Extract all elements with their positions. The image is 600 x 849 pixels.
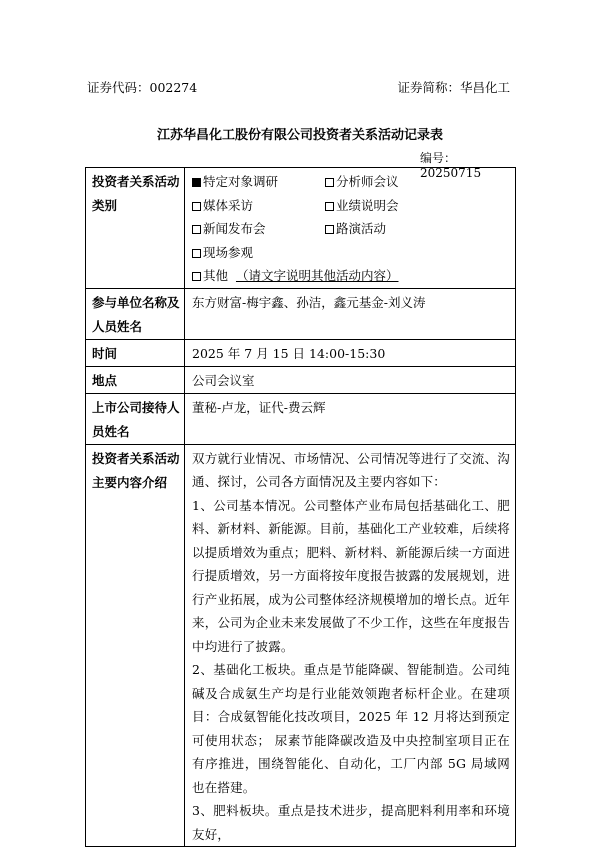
- activity-type-label: 投资者关系活动类别: [86, 168, 185, 289]
- reception-value: 董秘-卢龙，证代-费云辉: [185, 393, 516, 444]
- content-paragraph: 3、肥料板块。重点是技术进步，提高肥料利用率和环境友好，: [192, 803, 510, 842]
- checkbox-icon: [192, 202, 201, 211]
- stock-short-name: 证券简称：华昌化工: [397, 80, 510, 95]
- time-value: 2025 年 7 月 15 日 14:00-15:30: [185, 339, 516, 366]
- document-number: 编号：20250715: [420, 151, 482, 180]
- other-note: （请文字说明其他活动内容）: [235, 268, 399, 283]
- checkbox-icon: [325, 202, 334, 211]
- option-specific-research[interactable]: 特定对象调研: [192, 170, 325, 194]
- activity-type-options: [185, 168, 516, 289]
- participants-row: [86, 288, 516, 339]
- checkbox-icon: [325, 178, 334, 187]
- record-table: [85, 167, 516, 847]
- option-analyst-meeting[interactable]: 分析师会议: [325, 170, 458, 194]
- content-paragraph: 1、公司基本情况。公司整体产业布局包括基础化工、肥料、新材料、新能源。目前，基础化工产业较难，后续将以提质增效为重点；肥料、新材料、新能源后续一方面进行提质增效，另一方面将按年度报告披露的发展规划，进行产业拓展，成为公司整体经济规模增加的增长点。近年来，公司为企业未来发展做了不少工作，这些在年度报告中均进行了披露。: [192, 497, 510, 654]
- participants-label: 参与单位名称及人员姓名: [86, 288, 185, 339]
- checkbox-icon: [325, 225, 334, 234]
- content-row: [86, 444, 516, 847]
- option-roadshow[interactable]: 路演活动: [325, 217, 458, 241]
- location-row: [86, 366, 516, 393]
- location-value: 公司会议室: [185, 366, 516, 393]
- option-press-conference[interactable]: 新闻发布会: [192, 217, 325, 241]
- stock-code: 证券代码：002274: [87, 80, 198, 95]
- time-label: 时间: [86, 339, 185, 366]
- checkbox-icon: [192, 225, 201, 234]
- checkbox-icon: [192, 249, 201, 258]
- option-other[interactable]: 其他 （请文字说明其他活动内容）: [192, 264, 398, 288]
- checkbox-icon: [192, 272, 201, 281]
- content-paragraph: 双方就行业情况、市场情况、公司情况等进行了交流、沟通、探讨，公司各方面情况及主要内容如下：: [192, 450, 510, 489]
- location-label: 地点: [86, 366, 185, 393]
- checked-box-icon: [192, 178, 201, 187]
- reception-label: 上市公司接待人员姓名: [86, 393, 185, 444]
- content-label: 投资者关系活动主要内容介绍: [86, 444, 185, 847]
- participants-value: 东方财富-梅宇鑫、孙洁，鑫元基金-刘义涛: [185, 288, 516, 339]
- content-body: [185, 444, 516, 847]
- document-title: 江苏华昌化工股份有限公司投资者关系活动记录表: [156, 128, 443, 143]
- option-site-visit[interactable]: 现场参观: [192, 241, 325, 265]
- option-media-interview[interactable]: 媒体采访: [192, 194, 325, 218]
- option-earnings-call[interactable]: 业绩说明会: [325, 194, 458, 218]
- content-paragraph: 2、基础化工板块。重点是节能降碳、智能制造。公司纯碱及合成氨生产均是行业能效领跑者标杆企业。在建项目：合成氨智能化技改项目，2025 年 12 月将达到预定可使用状态； 尿素节能降碳改造及中央控制室项目正在有序推进，围绕智能化、自动化，工厂内部 5G 局域网也在搭建。: [192, 662, 510, 795]
- activity-type-row: [86, 168, 516, 289]
- page-header: [87, 78, 510, 94]
- reception-row: [86, 393, 516, 444]
- time-row: [86, 339, 516, 366]
